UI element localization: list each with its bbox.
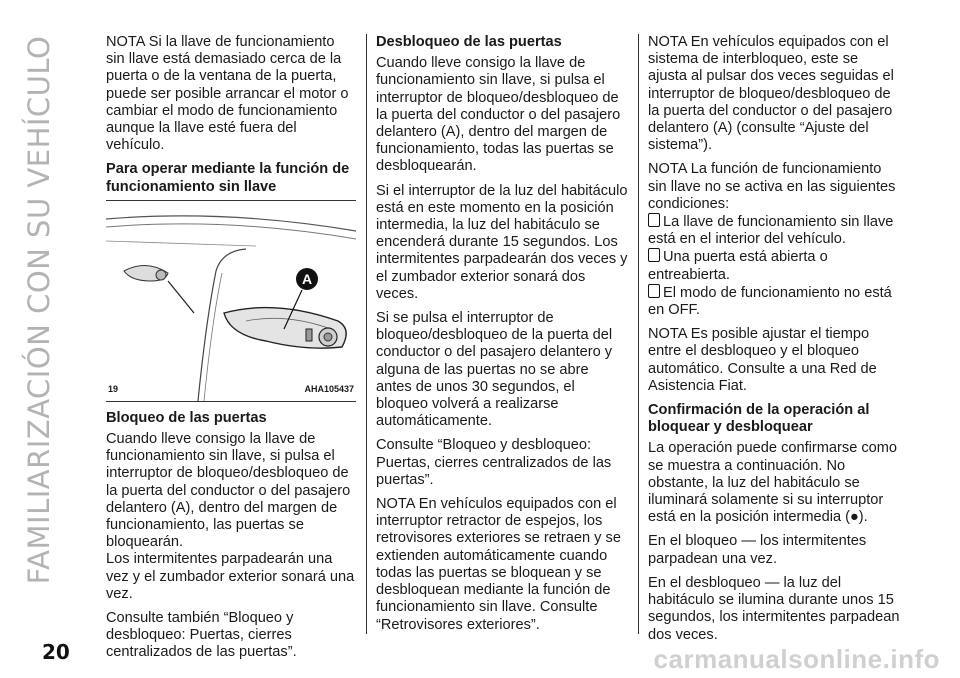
column-3: [648, 34, 900, 651]
lock-confirmation: En el bloqueo — los intermitentes parpadean una vez.: [648, 533, 867, 567]
figure-number: 19: [108, 383, 119, 394]
auto-relock-paragraph: Si se pulsa el interruptor de bloqueo/desbloqueo de la puerta del conductor o del pasajero delantero y alguna de las puertas no se abre antes de unos 30 segundos, el bloqueo volverá a realizarse automáticamente.: [376, 310, 613, 430]
column-divider-1: [366, 34, 367, 634]
chapter-side-title: [8, 30, 70, 590]
interior-light-paragraph: Si el interruptor de la luz del habitáculo está en este momento en la posición intermedia, la luz del habitáculo se encenderá durante 15 segundos. Los intermitentes parpadearán dos veces y el zumbador exterior sonará dos veces.: [376, 182, 628, 302]
figure-door-handle: [106, 200, 356, 402]
lock-paragraph: Cuando lleve consigo la llave de funcionamiento sin llave, si pulsa el interruptor de bloqueo/desbloqueo de la puerta del conductor o del pasajero delantero (A), dentro del margen de funcionamiento, las puertas se bloquearán.: [106, 431, 351, 551]
confirmation-paragraph: La operación puede confirmarse como se muestra a continuación. No obstante, la luz del habitáculo se iluminará solamente si su interruptor está en la posición intermedia (●).: [648, 440, 898, 526]
condition-item: El modo de funcionamiento no está en OFF.: [648, 284, 892, 319]
unlock-see-also: Consulte “Bloqueo y desbloqueo: Puertas, cierres centralizados de las puertas”.: [376, 437, 612, 488]
checkbox-bullet-icon: [648, 213, 660, 227]
note-auto-lock-time: NOTA Es posible ajustar el tiempo entre el desbloqueo y el bloqueo automático. Consulte a una Red de Asistencia Fiat.: [648, 326, 877, 394]
note-mirrors: NOTA En vehículos equipados con el interruptor retractor de espejos, los retrovisores exteriores se retraen y se extienden automáticamente cuando todas las puertas se bloquean y se desbloquean mediante la función de funcionamiento sin llave. Consulte “Retrovisores exteriores”.: [376, 496, 621, 633]
column-1: [106, 34, 356, 669]
heading-keyless-operation: Para operar mediante la función de funcionamiento sin llave: [106, 161, 350, 195]
lock-see-also: Consulte también “Bloqueo y desbloqueo: Puertas, cierres centralizados de las puertas”.: [106, 610, 297, 661]
column-divider-2: [638, 34, 639, 634]
column-2: [376, 34, 628, 641]
checkbox-bullet-icon: [648, 248, 660, 262]
condition-item: La llave de funcionamiento sin llave está en el interior del vehículo.: [648, 214, 894, 248]
figure-code: AHA105437: [304, 383, 354, 394]
checkbox-bullet-icon: [648, 284, 660, 298]
condition-item: Una puerta está abierta o entreabierta.: [648, 249, 828, 283]
watermark: carmanualsonline.info: [653, 644, 940, 674]
door-handle-illustration: [106, 201, 356, 401]
chapter-side-title-text: FAMILIARIZACIÓN CON SU VEHÍCULO: [22, 35, 56, 585]
heading-door-unlock: Desbloqueo de las puertas: [376, 34, 562, 50]
heading-door-lock: Bloqueo de las puertas: [106, 409, 267, 426]
lock-signals-paragraph: Los intermitentes parpadearán una vez y el zumbador exterior sonará una vez.: [106, 551, 355, 602]
unlock-paragraph: Cuando lleve consigo la llave de funcionamiento sin llave, si pulsa el interruptor de bloqueo/desbloqueo de la puerta del conductor o del pasajero delantero (A), dentro del margen de funcionamiento, todas las puertas se desbloquearán.: [376, 55, 621, 175]
note-proximity: NOTA Si la llave de funcionamiento sin llave está demasiado cerca de la puerta o de la ventana de la puerta, puede ser posible arrancar el motor o cambiar el modo de funcionamiento aunque la llave esté fuera del vehículo.: [106, 34, 349, 154]
page-number: 20: [42, 640, 70, 664]
callout-a-label: A: [301, 270, 313, 287]
heading-confirmation: Confirmación de la operación al bloquear y desbloquear: [648, 402, 870, 436]
note-conditions: NOTA La función de funcionamiento sin llave no se activa en las siguientes condiciones:: [648, 161, 896, 212]
unlock-confirmation: En el desbloqueo — la luz del habitáculo se ilumina durante unos 15 segundos, los intermitentes parpadean dos veces.: [648, 574, 900, 643]
note-interlock: NOTA En vehículos equipados con el sistema de interbloqueo, este se ajusta al pulsar dos veces seguidas el interruptor de bloqueo/desbloqueo de la puerta del conductor o del pasajero delantero (A) (consulte “Ajuste del sistema”).: [648, 34, 894, 154]
